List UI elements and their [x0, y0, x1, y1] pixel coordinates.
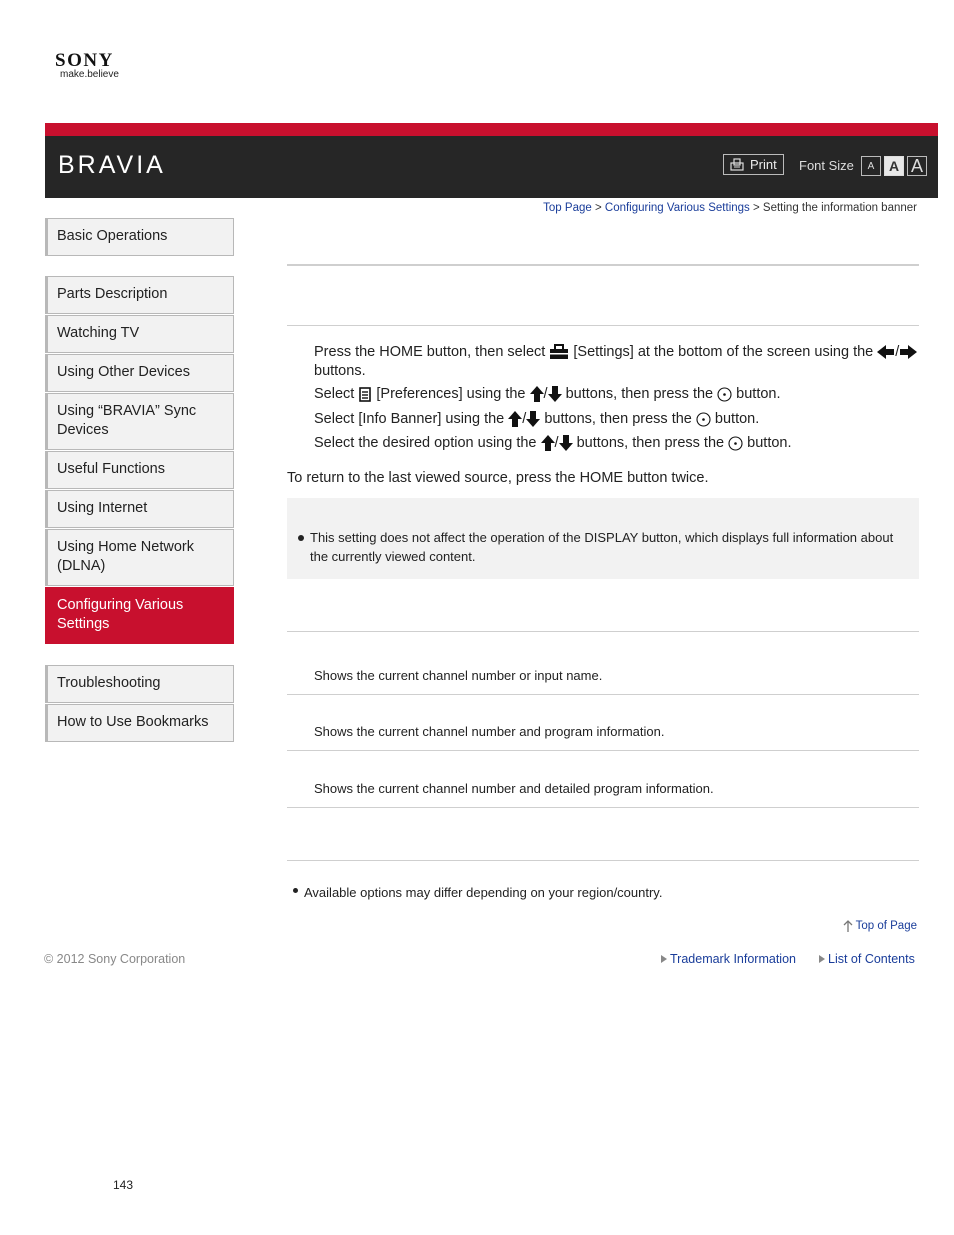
return-text: To return to the last viewed source, press the HOME button twice. — [287, 470, 709, 486]
sidebar-item-home-network[interactable]: Using Home Network (DLNA) — [45, 529, 234, 586]
step-1-cont: buttons. — [314, 363, 366, 379]
sidebar-item-bravia-sync[interactable]: Using “BRAVIA” Sync Devices — [45, 393, 234, 450]
step-2: Select [Preferences] using the / buttons, then press the button. — [314, 386, 781, 402]
section-divider — [287, 325, 919, 326]
arrow-up-icon — [541, 435, 555, 451]
section-divider — [287, 860, 919, 861]
section-divider — [287, 264, 919, 266]
sidebar-item-parts-description[interactable]: Parts Description — [45, 276, 234, 314]
top-of-page-link[interactable]: Top of Page — [843, 920, 917, 932]
arrow-down-icon — [526, 411, 540, 427]
toolbox-icon — [549, 344, 569, 360]
header-accent-bar — [45, 123, 938, 136]
arrow-left-icon — [877, 345, 895, 359]
font-size-small-button[interactable]: A — [861, 156, 881, 176]
triangle-right-icon — [661, 955, 667, 963]
step-4: Select the desired option using the / buttons, then press the button. — [314, 435, 792, 451]
sidebar-item-bookmarks[interactable]: How to Use Bookmarks — [45, 704, 234, 742]
option-description: Shows the current channel number and detailed program information. — [314, 781, 714, 796]
font-size-large-button[interactable]: A — [907, 156, 927, 176]
sidebar-item-useful-functions[interactable]: Useful Functions — [45, 451, 234, 489]
preferences-icon — [358, 386, 372, 402]
option-divider — [287, 807, 919, 808]
sidebar-item-using-other-devices[interactable]: Using Other Devices — [45, 354, 234, 392]
breadcrumb-top-page[interactable]: Top Page — [543, 202, 592, 214]
font-size-label: Font Size — [799, 158, 854, 173]
breadcrumb-separator: > — [594, 202, 602, 214]
print-label: Print — [750, 157, 777, 172]
triangle-right-icon — [819, 955, 825, 963]
sidebar-item-basic-operations[interactable]: Basic Operations — [45, 218, 234, 256]
arrow-down-icon — [548, 386, 562, 402]
option-divider — [287, 750, 919, 751]
sidebar-item-configuring-settings[interactable]: Configuring Various Settings — [45, 587, 234, 644]
print-button[interactable] — [723, 154, 784, 175]
arrow-up-icon — [530, 386, 544, 402]
enter-button-icon — [728, 436, 743, 451]
hint-text: Available options may differ depending on your region/country. — [304, 885, 663, 900]
bravia-logo: BRAVIA — [58, 151, 166, 179]
trademark-link[interactable]: Trademark Information — [661, 952, 796, 966]
note-bullet — [298, 535, 304, 541]
section-divider — [287, 631, 919, 632]
sidebar-item-troubleshooting[interactable]: Troubleshooting — [45, 665, 234, 703]
arrow-up-icon — [508, 411, 522, 427]
step-3: Select [Info Banner] using the / buttons, then press the button. — [314, 411, 760, 427]
breadcrumb-separator: > — [753, 202, 760, 214]
sidebar-item-using-internet[interactable]: Using Internet — [45, 490, 234, 528]
arrow-up-icon — [843, 920, 853, 932]
enter-button-icon — [696, 412, 711, 427]
sony-tagline: make.believe — [60, 69, 119, 80]
option-divider — [287, 694, 919, 695]
list-of-contents-link[interactable]: List of Contents — [819, 952, 915, 966]
copyright: © 2012 Sony Corporation — [44, 952, 186, 966]
breadcrumb-configuring-settings[interactable]: Configuring Various Settings — [604, 202, 750, 214]
breadcrumb — [543, 202, 917, 214]
option-description: Shows the current channel number and program information. — [314, 724, 665, 739]
breadcrumb-current: Setting the information banner — [762, 202, 917, 214]
arrow-down-icon — [559, 435, 573, 451]
arrow-right-icon — [899, 345, 917, 359]
enter-button-icon — [717, 387, 732, 402]
option-description: Shows the current channel number or input name. — [314, 668, 603, 683]
hint-bullet — [293, 888, 298, 893]
sidebar-item-watching-tv[interactable]: Watching TV — [45, 315, 234, 353]
note-text: This setting does not affect the operation of the DISPLAY button, which displays full information about the currently viewed content. — [310, 530, 894, 564]
page-number: 143 — [113, 1178, 134, 1192]
sony-logo: SONY — [55, 50, 114, 71]
print-icon — [730, 158, 744, 171]
font-size-medium-button[interactable]: A — [884, 156, 904, 176]
step-1: Press the HOME button, then select [Settings] at the bottom of the screen using the / — [314, 343, 917, 362]
